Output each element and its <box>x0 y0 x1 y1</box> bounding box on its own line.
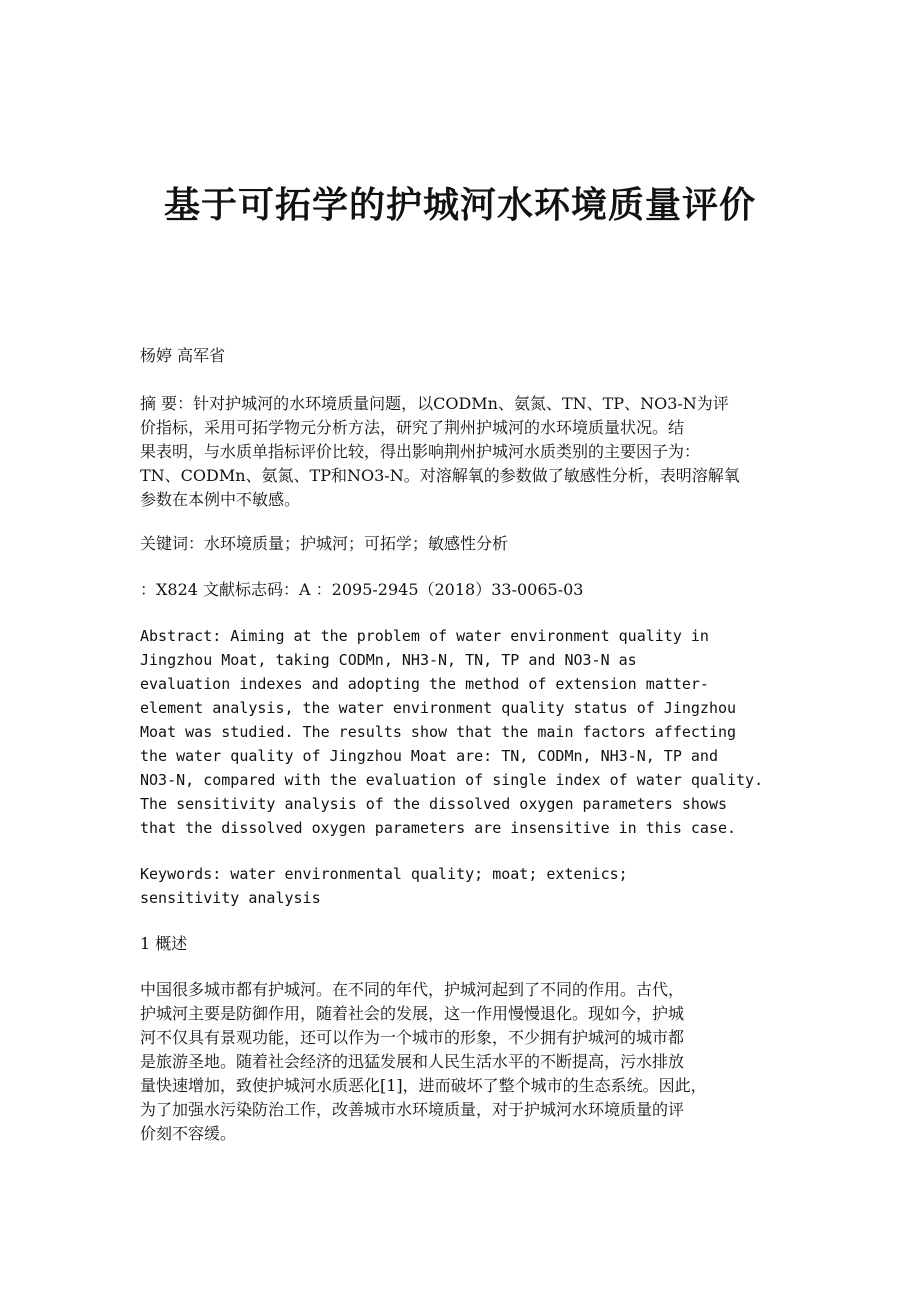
abstract-cn-line: 摘 要：针对护城河的水环境质量问题，以CODMn、氨氮、TN、TP、NO3-N为评 <box>140 394 729 413</box>
intro-line: 价刻不容缓。 <box>140 1124 237 1143</box>
abstract-en-line: evaluation indexes and adopting the method of extension matter- <box>140 675 709 693</box>
keywords-en-line: sensitivity analysis <box>140 889 321 907</box>
keywords-cn-text: 关键词：水环境质量；护城河；可拓学；敏感性分析 <box>140 534 509 553</box>
section-heading <box>140 932 790 956</box>
abstract-en-line: Moat was studied. The results show that the main factors affecting <box>140 723 737 741</box>
abstract-en-line: the water quality of Jingzhou Moat are: TN, CODMn, NH3-N, TP and <box>140 747 718 765</box>
abstract-cn-line: 参数在本例中不敏感。 <box>140 490 301 509</box>
intro-paragraph <box>140 978 790 1146</box>
section-1-heading: 1 概述 <box>140 934 188 953</box>
abstract-chinese <box>140 392 790 512</box>
abstract-en-line: element analysis, the water environment quality status of Jingzhou <box>140 699 737 717</box>
paper-title: 基于可拓学的护城河水环境质量评价 <box>163 184 756 226</box>
classification-codes <box>140 578 790 602</box>
intro-line: 河不仅具有景观功能，还可以作为一个城市的形象，不少拥有护城河的城市都 <box>140 1028 685 1047</box>
intro-line: 护城河主要是防御作用，随着社会的发展，这一作用慢慢退化。现如今，护城 <box>140 1004 685 1023</box>
abstract-en-line: The sensitivity analysis of the dissolved oxygen parameters shows <box>140 795 727 813</box>
keywords-english <box>140 862 790 910</box>
keywords-chinese <box>140 532 790 556</box>
authors <box>140 344 790 368</box>
intro-line: 是旅游圣地。随着社会经济的迅猛发展和人民生活水平的不断提高，污水排放 <box>140 1052 685 1071</box>
authors-text: 杨婷 高军省 <box>140 346 226 365</box>
abstract-en-line: Jingzhou Moat, taking CODMn, NH3-N, TN, TP and NO3-N as <box>140 651 637 669</box>
intro-line: 为了加强水污染防治工作，改善城市水环境质量，对于护城河水环境质量的评 <box>140 1100 685 1119</box>
abstract-en-line: Abstract: Aiming at the problem of water environment quality in <box>140 627 709 645</box>
abstract-english <box>140 624 790 840</box>
keywords-en-line: Keywords: water environmental quality; moat; extenics; <box>140 865 628 883</box>
abstract-cn-line: 果表明，与水质单指标评价比较，得出影响荆州护城河水质类别的主要因子为： <box>140 442 701 461</box>
abstract-en-line: that the dissolved oxygen parameters are insensitive in this case. <box>140 819 737 837</box>
abstract-cn-line: TN、CODMn、氨氮、TP和NO3-N。对溶解氧的参数做了敏感性分析，表明溶解氧 <box>140 466 740 485</box>
intro-line: 中国很多城市都有护城河。在不同的年代，护城河起到了不同的作用。古代， <box>140 980 685 999</box>
intro-line: 量快速增加，致使护城河水质恶化[1]，进而破坏了整个城市的生态系统。因此， <box>140 1076 707 1095</box>
abstract-en-line: NO3-N, compared with the evaluation of single index of water quality. <box>140 771 764 789</box>
abstract-cn-line: 价指标，采用可拓学物元分析方法，研究了荆州护城河的水环境质量状况。结 <box>140 418 685 437</box>
classification-text: ：X824 文献标志码：A ：2095-2945（2018）33-0065-03 <box>140 580 584 599</box>
